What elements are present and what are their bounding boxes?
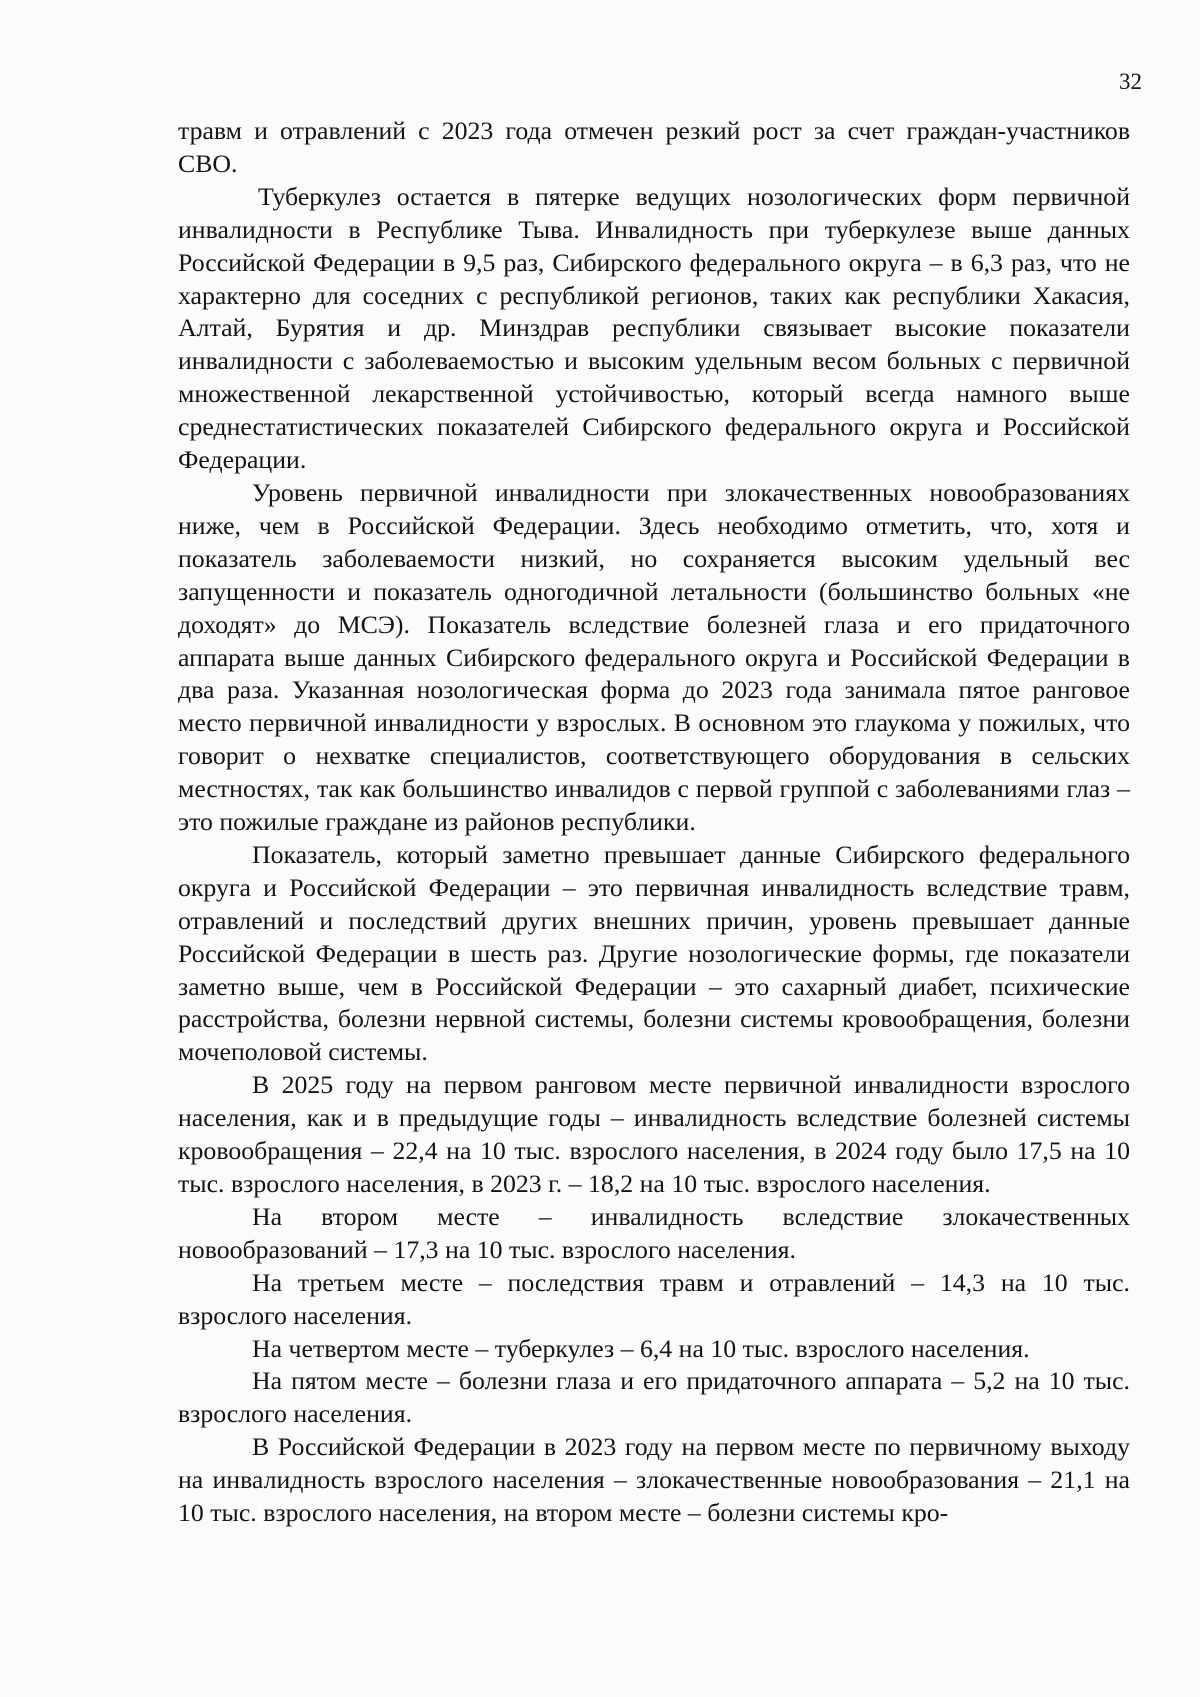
paragraph-1: травм и отравлений с 2023 года отмечен резкий рост за счет граждан-участников СВО. (178, 116, 1130, 178)
paragraph-9: На пятом месте – болезни глаза и его придаточного аппарата – 5,2 на 10 тыс. взрослого населения. (178, 1366, 1130, 1429)
paragraph-5: В 2025 году на первом ранговом месте первичной инвалидности взрослого населения, как и в предыдущие годы – инвалидность вследствие болезней системы кровообращения – 22,4 на 10 тыс. взрослого населения, в 2024 году было 17,5 на 10 тыс. взрослого населения, в 2023 г. – 18,2 на 10 тыс. взрослого населения. (178, 1070, 1130, 1198)
document-body (178, 115, 1130, 1530)
paragraph-2: Туберкулез остается в пятерке ведущих нозологических форм первичной инвалидности в Республике Тыва. Инвалидность при туберкулезе выше данных Российской Федерации в 9,5 раз, Сибирского федерального округа – в 6,3 раз, что не характерно для соседних с республикой регионов, таких как республики Хакасия, Алтай, Бурятия и др. Минздрав республики связывает высокие показатели инвалидности с заболеваемостью и высоким удельным весом больных с первичной множественной лекарственной устойчивостью, который всегда намного выше среднестатистических показателей Сибирского федерального округа и Российской Федерации. (178, 181, 1130, 475)
paragraph-3: Уровень первичной инвалидности при злокачественных новообразованиях ниже, чем в Российской Федерации. Здесь необходимо отметить, что, хотя и показатель заболеваемости низкий, но сохраняется высоким удельный вес запущенности и показатель одногодичной летальности (большинство больных «не доходят» до МСЭ). Показатель вследствие болезней глаза и его придаточного аппарата выше данных Сибирского федерального округа и Российской Федерации в два раза. Указанная нозологическая форма до 2023 года занимала пятое ранговое место первичной инвалидности у взрослых. В основном это глаукома у пожилых, что говорит о нехватке специалистов, соответствующего оборудования в сельских местностях, так как большинство инвалидов с первой группой с заболеваниями глаз – это пожилые граждане из районов республики. (178, 477, 1130, 837)
paragraph-10: В Российской Федерации в 2023 году на первом месте по первичному выходу на инвалидность взрослого населения – злокачественные новообразования – 21,1 на 10 тыс. взрослого населения, на втором месте – болезни системы кро- (178, 1432, 1130, 1528)
paragraph-4: Показатель, который заметно превышает данные Сибирского федерального округа и Российской Федерации – это первичная инвалидность вследствие травм, отравлений и последствий других внешних причин, уровень превышает данные Российской Федерации в шесть раз. Другие нозологические формы, где показатели заметно выше, чем в Российской Федерации – это сахарный диабет, психические расстройства, болезни нервной системы, болезни системы кровообращения, болезни мочеполовой системы. (178, 839, 1130, 1067)
paragraph-8: На четвертом месте – туберкулез – 6,4 на 10 тыс. взрослого населения. (252, 1333, 1030, 1363)
paragraph-6: На втором месте – инвалидность вследствие злокачественных новообразований – 17,3 на 10 тыс. взрослого населения. (178, 1201, 1130, 1264)
paragraph-7: На третьем месте – последствия травм и отравлений – 14,3 на 10 тыс. взрослого населения. (178, 1267, 1130, 1330)
page-number: 32 (1119, 69, 1142, 94)
